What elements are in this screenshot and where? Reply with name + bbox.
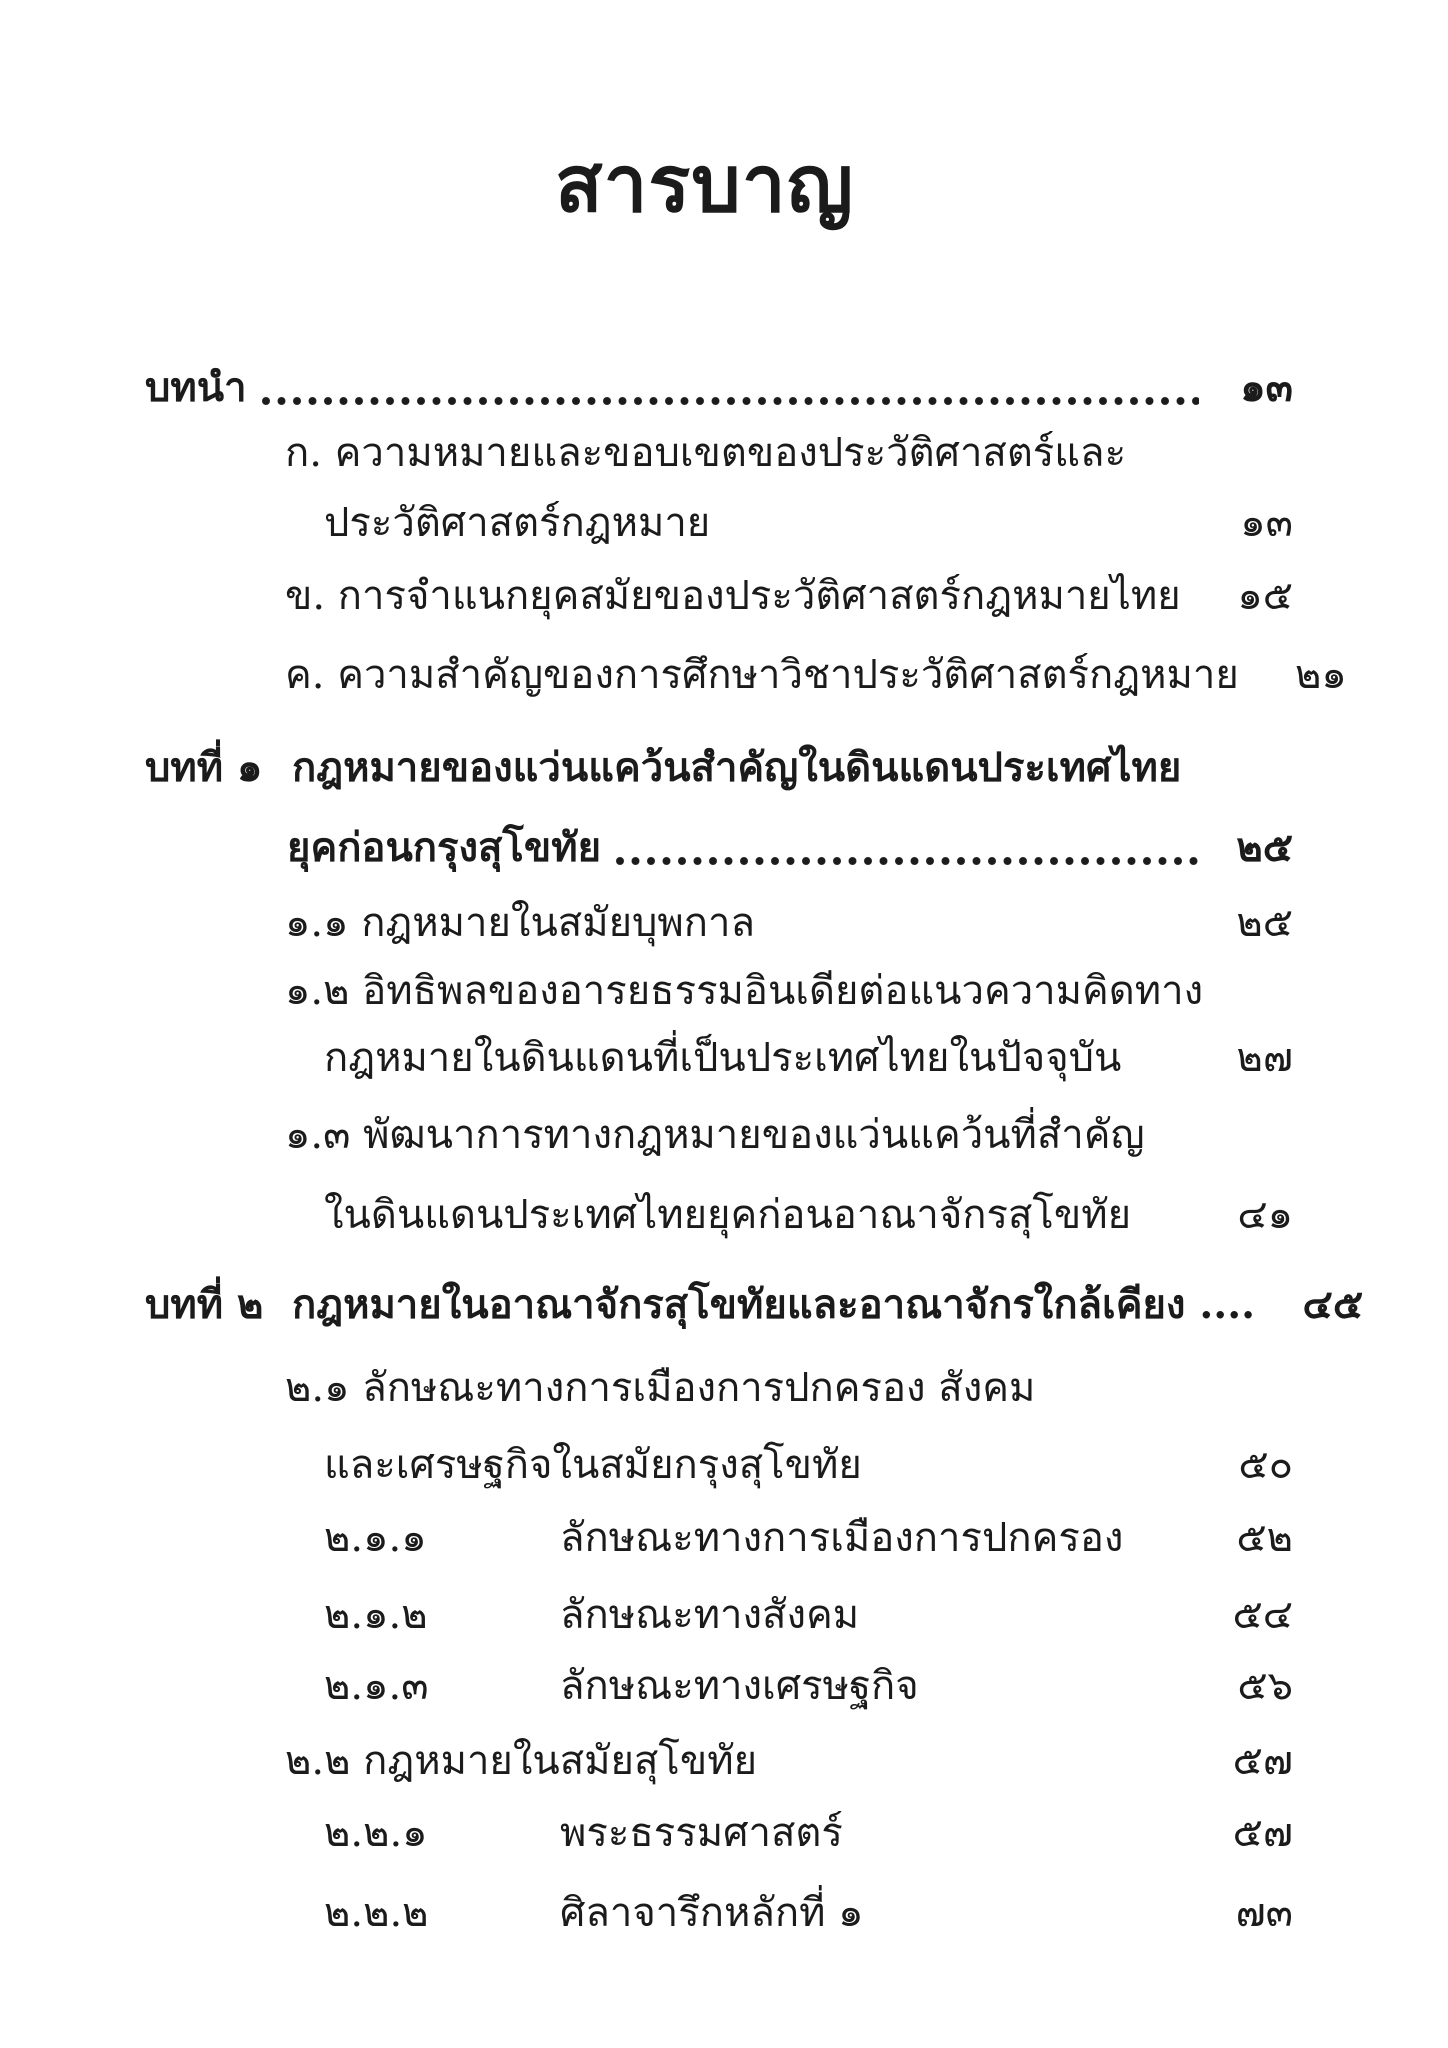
toc-entry-number: ๒.๑.๓ [324,1663,429,1709]
page-title: สารบาญ [555,139,855,230]
toc-row [0,1185,1448,1249]
toc-row [0,1358,1448,1422]
toc-entry-title: ประวัติศาสตร์กฎหมาย [324,500,711,546]
toc-row [0,1275,1448,1339]
toc-entry-title: ๒.๒ กฎหมายในสมัยสุโขทัย [285,1738,758,1784]
toc-entry-title: กฎหมายในดินแดนที่เป็นประเทศไทยในปัจจุบัน [324,1035,1122,1081]
toc-entry-title: ๒.๑ ลักษณะทางการเมืองการปกครอง สังคม [285,1365,1036,1411]
leader-spacer [878,1921,1199,1931]
toc-row [0,1435,1448,1499]
toc-entry-number: ๒.๒.๒ [324,1890,429,1936]
toc-entry-title: ลักษณะทางสังคม [560,1592,860,1638]
toc-row [0,738,1448,802]
toc-page-number: ๔๕ [1302,1281,1364,1328]
toc-page-number: ๔๑ [1237,1192,1293,1238]
leader-spacer [857,1841,1199,1851]
toc-entry-number: บทที่ ๒ [145,1281,264,1328]
toc-row [0,358,1448,422]
toc-page-number: ๕๗ [1232,1810,1293,1856]
toc-row [0,893,1448,957]
toc-entry-title: กฎหมายในอาณาจักรสุโขทัยและอาณาจักรใกล้เคียง .... [292,1281,1256,1328]
toc-entry-title: ๑.๒ อิทธิพลของอารยธรรมอินเดียต่อแนวความคิดทาง [285,968,1204,1014]
toc-entry-title: ๑.๑ กฎหมายในสมัยบุพกาล [285,900,755,946]
toc-page-number: ๕๐ [1238,1442,1293,1488]
leader-spacer [873,1623,1199,1633]
toc-page-number: ๕๗ [1232,1738,1293,1784]
toc-entry-title: ๑.๓ พัฒนาการทางกฎหมายของแว่นแคว้นที่สำคัญ [285,1112,1145,1158]
toc-entry-title: บทนำ [145,364,247,411]
leader-spacer [1159,1143,1269,1153]
toc-page-number: ๑๕ [1237,573,1293,619]
toc-entry-title: ลักษณะทางเศรษฐกิจ [560,1663,919,1709]
toc-row [0,566,1448,630]
toc-page-number: ๑๓ [1240,500,1293,546]
leader-spacer [1195,604,1199,614]
toc-page-number: ๑๓ [1240,364,1293,411]
dotted-leader [615,856,1199,866]
toc-entry-title: และเศรษฐกิจในสมัยกรุงสุโขทัย [324,1442,862,1488]
toc-entry-title: ก. ความหมายและขอบเขตของประวัติศาสตร์และ [285,430,1127,476]
toc-row [0,1731,1448,1795]
toc-entry-number: ๒.๒.๑ [324,1810,428,1856]
toc-page-number: ๕๒ [1236,1515,1293,1561]
leader-spacer [933,1694,1199,1704]
toc-entry-title: ยุคก่อนกรุงสุโขทัย [287,824,602,871]
toc-row [0,645,1448,709]
leader-spacer [1140,461,1269,471]
toc-entry-title: ค. ความสำคัญของการศึกษาวิชาประวัติศาสตร์กฎหมาย [285,652,1239,698]
leader-spacer [771,1769,1199,1779]
toc-page-number: ๒๕ [1236,900,1293,946]
toc-page-number: ๕๖ [1237,1663,1293,1709]
toc-entry-title: พระธรรมศาสตร์ [560,1810,843,1856]
leader-spacer [876,1473,1199,1483]
toc-page-number: ๕๔ [1232,1592,1293,1638]
toc-row [0,818,1448,882]
leader-spacer [1145,1223,1199,1233]
toc-entry-number: ๒.๑.๒ [324,1592,428,1638]
toc-page-number: ๒๕ [1236,824,1293,871]
toc-entry-title: ลักษณะทางการเมืองการปกครอง [560,1515,1124,1561]
toc-page-number: ๒๑ [1294,652,1347,698]
toc-entry-number: ๒.๑.๑ [324,1515,427,1561]
toc-row [0,1508,1448,1572]
leader-spacer [1135,1066,1199,1076]
toc-entry-title: ในดินแดนประเทศไทยยุคก่อนอาณาจักรสุโขทัย [324,1192,1132,1238]
toc-row [0,1803,1448,1867]
toc-row [0,961,1448,1025]
toc-entry-title: กฎหมายของแว่นแคว้นสำคัญในดินแดนประเทศไทย [292,744,1182,791]
toc-row [0,1028,1448,1092]
leader-spacer [1195,776,1269,786]
leader-spacer [724,531,1199,541]
leader-spacer [1137,1546,1199,1556]
toc-page-number: ๒๗ [1236,1035,1293,1081]
dotted-leader [261,396,1199,406]
leader-spacer [1217,999,1269,1009]
toc-row [0,1585,1448,1649]
toc-entry-number: บทที่ ๑ [145,744,263,791]
toc-row [0,493,1448,557]
toc-row [0,1883,1448,1947]
toc-row [0,1656,1448,1720]
leader-spacer [1049,1396,1269,1406]
toc-row [0,1105,1448,1169]
leader-spacer [769,931,1199,941]
toc-entry-title: ศิลาจารึกหลักที่ ๑ [560,1890,864,1936]
toc-entry-title: ข. การจำแนกยุคสมัยของประวัติศาสตร์กฎหมายไทย [285,573,1181,619]
toc-row [0,423,1448,487]
toc-page-number: ๗๓ [1235,1890,1293,1936]
